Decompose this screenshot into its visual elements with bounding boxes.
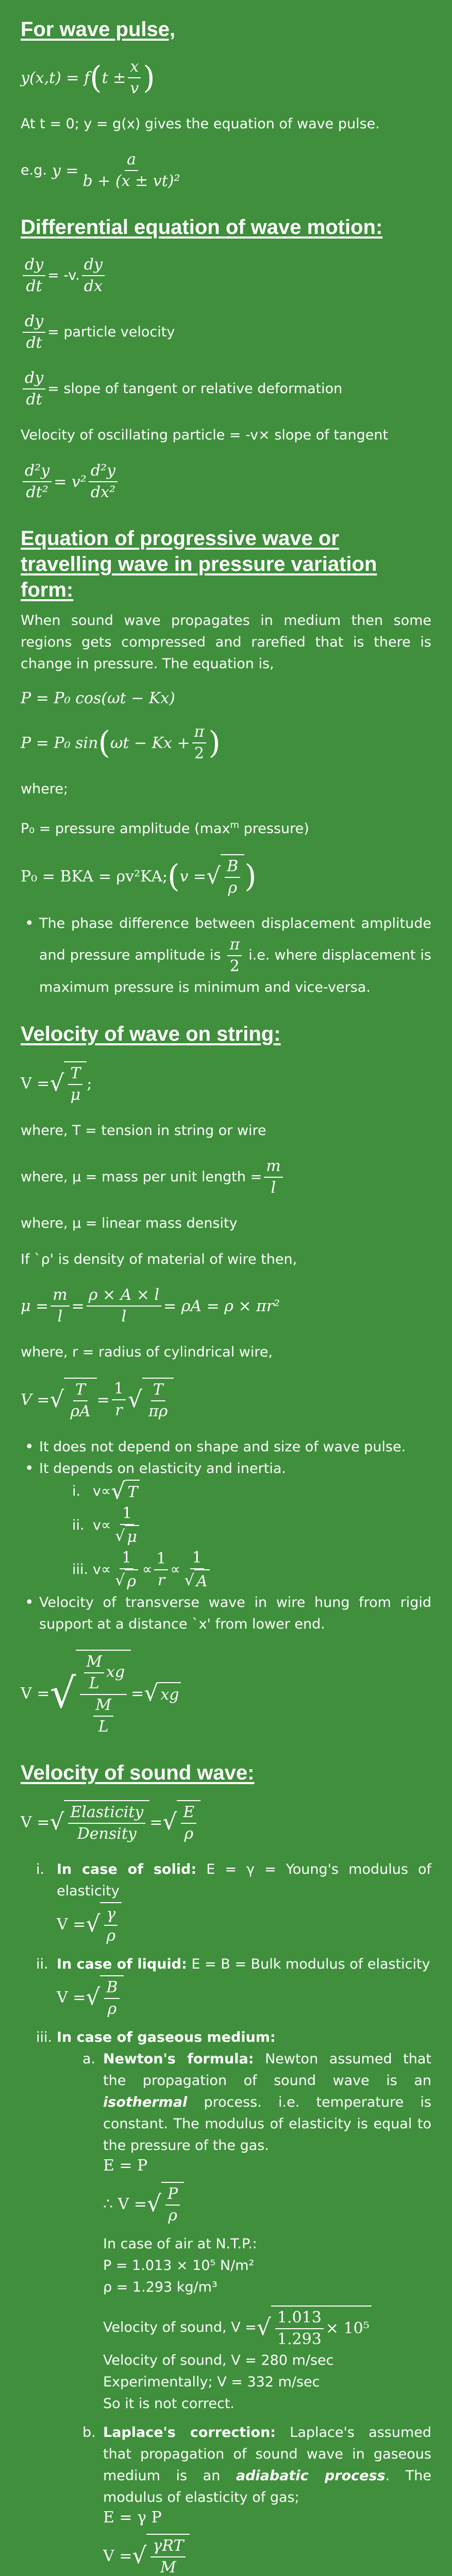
frac-den: 2 [229,957,240,975]
frac-den: dx [83,277,103,295]
frac-num: d²y [23,461,52,482]
eq-sin-lhs: P = P₀ sin [21,734,98,752]
frac-den: dt² [26,483,48,501]
frac-x-v [128,57,141,99]
bullet-phase: • The phase difference between displacement amplitude and pressure amplitude is $\frac{\pi}{2}$ i.e. where displacement is maximum pressure is minimum and vice-versa. [21,913,431,998]
heading-sound: Velocity of sound wave: [21,1761,255,1784]
frac-den: b + (x ± vt)² [82,172,180,190]
eq-mid: = -v. [47,267,80,283]
newton-formula: a. Newton's formula: Newton assumed that the propagation of sound wave is an isothermal process. i.e. temperature is constant. The modulus of elasticity is equal to the pressure of the gas. [82,2051,431,2154]
eg-label: e.g. [21,162,47,178]
eq-wave-equation [21,461,431,503]
gas-subcases [36,2048,431,2576]
frac-num: a [125,149,138,171]
eq-example [21,149,431,192]
text-slope: = slope of tangent or relative deformation [47,381,343,397]
eq-vel-calc: Velocity of sound, V = √ $\frac{1.013}{1.293}$ × 10⁵ [103,2306,431,2350]
text-p-val: P = 1.013 × 10⁵ N/m² [103,2258,255,2274]
heading-string: Velocity of wave on string: [21,1023,281,1045]
frac-den: dt [26,277,42,295]
eq-dydt [21,255,431,297]
text-rho-val: ρ = 1.293 kg/m³ [103,2279,217,2295]
sound-cases [21,1859,431,2576]
frac-den: 2 [194,744,205,762]
eq-v: v = [179,867,207,886]
frac-num: dy [82,255,105,276]
prop-ii: ii. v∝ 1 √ μ [72,1503,431,1548]
text-vel-280: Velocity of sound, V = 280 m/sec [103,2352,334,2368]
proportionality-list [21,1480,431,1592]
case-liquid: ii. In case of liquid: E = B = Bulk modulus of elasticity [36,1956,430,1972]
content [21,16,431,2576]
laplace-correction: b. Laplace's correction: Laplace's assumed that propagation of sound wave in gaseous medium is an adiabatic process. The modulus of elasticity of gas; [82,2425,432,2505]
eq-slope [21,368,431,410]
eq-v-laplace: V = √ $\frac{\text{γRT}}{M}$ [103,2534,431,2576]
eq-v-rho: V = √ $\frac{T}{\rho A}$ = $\frac{1}{r}$ √ $\frac{T}{\pi\rho}$ [21,1378,431,1422]
text-if-rho: If `ρ' is density of material of wire then, [21,1251,297,1267]
frac-eg [81,149,182,192]
frac-num: π [227,935,242,956]
text-t0: At t = 0; y = g(x) gives the equation of wave pulse. [21,116,380,132]
frac-num: dy [23,311,45,333]
bullet-shape: • It does not depend on shape and size of wave pulse. [21,1436,431,1458]
eq-v-newton: ∴ V = √ $\frac{P}{\rho}$ [103,2182,431,2226]
eq-lhs: y(x,t) = f [21,69,90,87]
text-where-r: where, r = radius of cylindrical wire, [21,1344,273,1360]
eq-hung-wire: V = √ $\frac{M}{L}$ xg $\frac{M}{L}$ = √ xg [21,1650,431,1737]
frac-num: x [128,57,141,78]
frac-den: dt [26,391,42,409]
bullet-elasticity: • It depends on elasticity and inertia. [21,1458,431,1480]
eq-E-gP: E = γ P [103,2509,162,2527]
eq-mid: = v² [54,472,87,491]
eq-v-string: V = √ $\frac{T}{\mu}$ ; [21,1061,431,1106]
frac-num: dy [23,255,45,276]
heading-wave-pulse: For wave pulse, [21,18,176,41]
text-ntp: In case of air at N.T.P.: [103,2236,257,2252]
text-p0-def: P₀ = pressure amplitude ($\max^m$ pressure) [21,820,309,837]
text-where-mu: where, μ = mass per unit length = $\frac{m}{l}$ [21,1156,431,1198]
text-where: where; [21,781,69,797]
text-oscillating: Velocity of oscillating particle = -v× slope of tangent [21,427,389,443]
eq-solid: V = √ $\frac{\gamma}{\rho}$ [36,1902,431,1946]
heading-differential: Differential equation of wave motion: [21,216,383,239]
eq-p0-text: P₀ = BKA = ρv²KA; [21,867,168,886]
newton-details [82,2157,431,2415]
frac-num: π [192,722,207,743]
prop-iii: iii. v∝ 1 √ ρ ∝ $\frac{1}{r}$ ∝ 1 √ A [72,1548,431,1592]
eg-y: y = [52,161,79,180]
eq-t: t ± [102,69,126,87]
frac-num: B [225,856,240,878]
eq-particle-velocity [21,311,431,353]
eq-wave-pulse: y(x,t) = f ( t ± $\frac{x}{v}$ ) [21,57,431,99]
eq-liquid: V = √ $\frac{B}{\rho}$ [36,1975,431,2020]
text-particle-velocity: = particle velocity [47,324,175,340]
frac-den: ρ [228,879,238,897]
frac-den: v [130,79,139,97]
eq-E-P: E = P [103,2157,148,2175]
eq-sin-arg: ωt − Kx + [110,734,190,752]
case-gas: iii. In case of gaseous medium: [36,2029,276,2045]
eq-v-sound: V = √ $\frac{\text{Elasticity}}{\text{Density}}$ = √ $\frac{E}{\rho}$ [21,1800,431,1844]
case-solid: i. In case of solid: E = γ = Young's modulus of elasticity [36,1861,432,1899]
frac-den: dx² [90,483,116,501]
prop-i: i. v∝ √ T [72,1480,431,1503]
eq-pressure-cos: P = P₀ cos(ωt − Kx) [21,689,175,707]
eq-mu: μ = $\frac{m}{l}$ = $\frac{\rho \times A \times l}{l}$ = ρA = ρ × πr² [21,1286,280,1326]
text-not-correct: So it is not correct. [103,2396,235,2412]
text-pressure-intro: When sound wave propagates in medium then some regions gets compressed and rarefied that is there is change in pressure. The equation is, [21,613,431,672]
eq-pressure-sin: P = P₀ sin ( ωt − Kx + $\frac{\pi}{2}$ ) [21,722,431,764]
text-where-T: where, T = tension in string or wire [21,1123,266,1139]
frac-num: dy [23,368,45,389]
eq-p0: P₀ = BKA = ρv²KA; ( v = √ $\frac{B}{\rho}$ ) [21,854,431,899]
bullet-hung-wire: • Velocity of transverse wave in wire hung from rigid support at a distance `x' from lower end. [21,1592,431,1635]
laplace-details [82,2509,431,2576]
text-linear-density: where, μ = linear mass density [21,1215,238,1231]
frac-num: d²y [89,461,118,482]
text-exp-332: Experimentally; V = 332 m/sec [103,2374,320,2390]
frac-den: dt [26,334,42,352]
heading-progressive: Equation of progressive wave or travelling wave in pressure variation form: [21,527,377,601]
